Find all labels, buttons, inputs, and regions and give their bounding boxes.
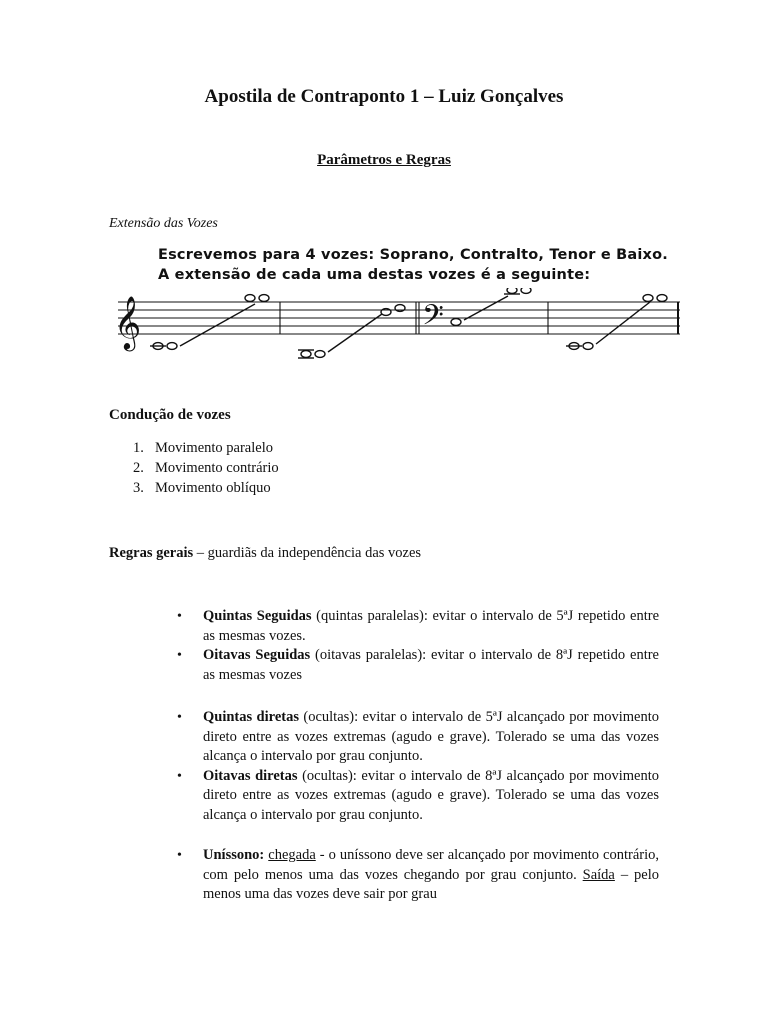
bullet-icon: • — [177, 848, 182, 863]
treble-clef-icon: 𝄞 — [114, 295, 142, 349]
regras-gerais-label: Regras gerais — [109, 545, 194, 561]
figure-caption-line2: A extensão de cada uma destas vozes é a seguinte: — [158, 267, 591, 283]
list-item: 3. Movimento oblíquo — [133, 480, 271, 496]
music-staff — [110, 288, 686, 364]
section-extensao-heading: Extensão das Vozes — [109, 216, 218, 231]
list-item: • Oitavas Seguidas (oitavas paralelas): evitar o intervalo de 8ªJ repetido entre as mesmas vozes — [177, 647, 659, 683]
bullet-icon: • — [177, 609, 182, 624]
list-item: 2. Movimento contrário — [133, 460, 279, 476]
voice-range-figure — [110, 240, 686, 364]
list-item: • Oitavas diretas (ocultas): evitar o intervalo de 8ªJ alcançado por movimento direto entre as vozes extremas (agudo e grave). Tolerado se uma das vozes alcança o intervalo por grau conjunto. — [177, 767, 660, 823]
regras-gerais-text: – guardiãs da independência das vozes — [193, 545, 422, 561]
list-item: • Quintas Seguidas (quintas paralelas): evitar o intervalo de 5ªJ repetido entre as mesmas vozes. — [177, 608, 659, 644]
rules-group-diretas — [175, 708, 659, 825]
movimentos-list — [133, 440, 279, 500]
regras-gerais-line — [109, 545, 421, 562]
rules-group-seguidas — [175, 607, 659, 685]
list-item: • Uníssono: chegada - o uníssono deve ser alcançado por movimento contrário, com pelo menos uma das vozes chegando por grau conjunto. Saída – pelo menos uma das vozes deve sair por grau — [177, 847, 660, 902]
bullet-icon: • — [177, 768, 182, 784]
figure-caption-line1: Escrevemos para 4 vozes: Soprano, Contralto, Tenor e Baixo. — [158, 247, 668, 263]
bullet-icon: • — [177, 648, 182, 663]
page-subtitle: Parâmetros e Regras — [317, 152, 451, 168]
list-item: 1. Movimento paralelo — [133, 440, 273, 456]
bullet-icon: • — [177, 710, 182, 725]
bass-clef-icon: 𝄢 — [422, 299, 444, 339]
list-item: • Quintas diretas (ocultas): evitar o intervalo de 5ªJ alcançado por movimento direto entre as vozes extremas (agudo e grave). Tolerado se uma das vozes alcança o intervalo por grau conjunto. — [177, 709, 659, 764]
page-title: Apostila de Contraponto 1 – Luiz Gonçalves — [204, 86, 564, 107]
section-conducao-heading: Condução de vozes — [109, 407, 231, 423]
rules-group-unissono — [175, 846, 659, 905]
